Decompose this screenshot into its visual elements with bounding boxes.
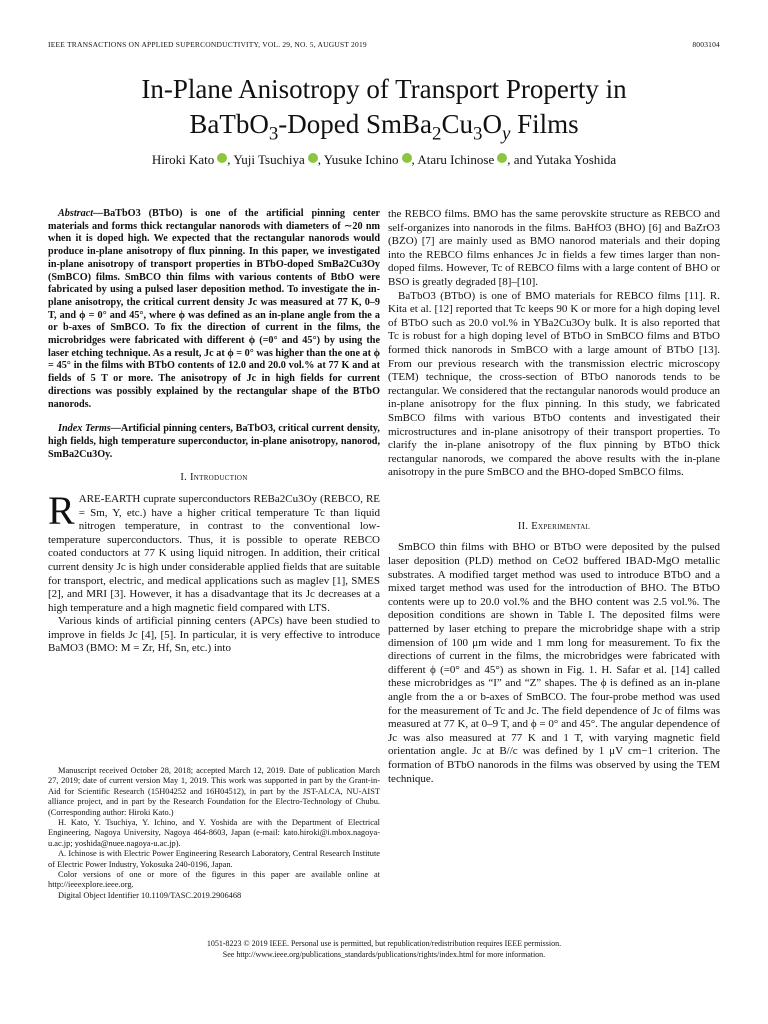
title-line-2: BaTbO$_3$-Doped $SmBa_2Cu_3O_y$ Films <box>189 109 579 145</box>
author-name: Yutaka Yoshida <box>535 152 617 167</box>
paragraph: SmBCO thin films with BHO or BTbO were deposited by the pulsed laser deposition (PLD) method on CeO2 buffered IBAD-MgO metallic substrates. A modified target method was used to introduce BTbO and a mixed target method was used for the introduction of BHO. The BTbO contents were up to 20.0 vol.% and the BHO content was 2.5 vol.%. The deposition conditions are shown in Table I. The deposited films were patterned by laser etching to prepare the microbridge shape with a strip dimension of 100 μm wide and 1 mm long for measurement. To fix the directions of current in the films, the microbridges were fabricated with different ϕ (=0° and 45°) as shown in Fig. 1. H. Safar et al. [14] called these microbridges as “I” and “Z” shapes. The ϕ is defined as an in-plane angle from the a or b-axes of SmBCO. The four-probe method was used for the measurement of Tc and Jc. The field dependence of Jc of films was measured at 77 K, at 0–9 T, and ϕ = 0° and 45°. The angular dependence of Jc was also measured at 77 K and 1 T, with varying magnetic field orientation angle. Jc at B//c was defined by 1 μV cm−1 criterion. The formation of BTbO nanorods in the films was observed by using the TEM technique. <box>388 541 720 785</box>
drop-cap: R <box>48 487 75 533</box>
paper-title <box>40 72 728 145</box>
journal-name: IEEE TRANSACTIONS ON APPLIED SUPERCONDUCTIVITY, VOL. 29, NO. 5, AUGUST 2019 <box>48 40 367 49</box>
title-line-1: In-Plane Anisotropy of Transport Property in <box>141 74 627 104</box>
abstract <box>48 208 380 411</box>
index-terms-label: Index Terms— <box>58 423 121 435</box>
orcid-icon[interactable] <box>308 153 318 163</box>
index-terms-text: Artificial pinning centers, BaTbO3, critical current density, high fields, high temperature superconductor, in-plane anisotropy, nanorod, SmBa2Cu3Oy. <box>48 423 380 460</box>
footnote-doi: Digital Object Identifier 10.1109/TASC.2019.2906468 <box>58 890 242 900</box>
author-name: Hiroki Kato <box>151 152 215 167</box>
abstract-text: BaTbO3 (BTbO) is one of the artificial pinning center materials and forms thick rectangular nanorods with diameters of ∼20 nm when it is doped high. We expected that the rectangular nanorods would produce in-plane anisotropy of flux pinning. In this paper, we investigated in-plane anisotropy of transport properties in BTbO-doped SmBa2Cu3Oy (SmBCO) films. SmBCO thin films with various contents of BtbO were fabricated by using a pulsed laser deposition method. To investigate the in-plane anisotropy, the critical current density Jc was measured at 77 K, 0–9 T, and ϕ = 0° and 45°, where ϕ was defined as an in-plane angle from the a or b-axes of SmBCO. To fix the direction of current in the films, the microbridges were fabricated with different ϕ (=0° and 45°) by using the laser etching technique. As a result, Jc at ϕ = 0° was higher than the one at ϕ = 45° in the films with BTbO contents of 12.0 and 20.0 vol.% at 77 K and at fields of 5 T or more. The anisotropy of Jc in high fields for current directions was possibly explained by the rectangular shape of the BTbO nanorods. <box>48 208 380 410</box>
copyright-line-2: See http://www.ieee.org/publications_standards/publications/rights/index.html for more information. <box>222 950 546 959</box>
orcid-icon[interactable] <box>497 153 507 163</box>
footnote-affiliation: H. Kato, Y. Tsuchiya, Y. Ichino, and Y. Yoshida are with the Department of Electrical Engineering, Nagoya University, Nagoya 464-8603, Japan (e-mail: kato.hiroki@i.mbox.nagoya-u.ac.jp; yoshida@nuee.nagoya-u.ac.jp). <box>48 818 380 848</box>
copyright-line-1: 1051-8223 © 2019 IEEE. Personal use is permitted, but republication/redistribution requires IEEE permission. <box>206 939 562 948</box>
section-heading-experimental: II. Experimental <box>517 520 591 532</box>
footnote-color: Color versions of one or more of the figures in this paper are available online at http://ieeexplore.ieee.org. <box>48 870 380 890</box>
author-name: Yusuke Ichino <box>323 152 399 167</box>
copyright-notice <box>40 938 728 960</box>
author-list: Hiroki Kato , Yuji Tsuchiya , Yusuke Ichino , Ataru Ichinose , and Yutaka Yoshida <box>151 152 617 167</box>
article-number: 8003104 <box>692 40 720 49</box>
paragraph: Various kinds of artificial pinning centers (APCs) have been studied to improve in fields Jc [4], [5]. In particular, it is very effective to introduce BaMO3 (BMO: M = Zr, Hf, Sn, etc.) into <box>48 615 380 655</box>
paragraph: the REBCO films. BMO has the same perovskite structure as REBCO and self-organizes into nanorods in the films. BaHfO3 (BHO) [6] and BaZrO3 (BZO) [7] are mainly used as BMO nanorod materials and their doping into the REBCO films enhances Jc in fields a few times larger than non-doped films. However, Tc of REBCO films with a large content of BHO or BSO is greatly degraded [8]–[10]. <box>388 208 720 288</box>
right-column <box>388 208 720 786</box>
paragraph <box>48 487 380 615</box>
author-name: Ataru Ichinose <box>417 152 495 167</box>
section-heading-introduction: I. Introduction <box>180 472 248 484</box>
author-name: Yuji Tsuchiya <box>233 152 305 167</box>
abstract-label: Abstract— <box>58 208 104 219</box>
running-head <box>48 40 720 52</box>
footnote-manuscript: Manuscript received October 28, 2018; accepted March 12, 2019. Date of publication March 27, 2019; date of current version May 1, 2019. This work was supported in part by the Grant-in-Aid for Scientific Research (15H04252 and 16H04512), in part by the JST-ALCA, NU-AIST alliance project, and in part by the Research Foundation for the Electro-Technology of Chubu. (Corresponding author: Hiroki Kato.) <box>48 766 380 817</box>
orcid-icon[interactable] <box>402 153 412 163</box>
paragraph-text: ARE-EARTH cuprate superconductors REBa2Cu3Oy (REBCO, RE = Sm, Y, etc.) have a higher critical temperature Tc than liquid nitrogen temperature, in contrast to the conventional low-temperature superconductors. Thus, it is possible to operate REBCO coated conductors at 77 K using liquid nitrogen. In addition, their critical current density Jc is high under considerable applied fields that are suitable for transport, electric, and medical applications such as maglev [1], SMES [2], and MRI [3]. However, it has a disadvantage that its Jc decreases at a high temperature and a high magnetic field compared with LTS. <box>48 492 380 614</box>
footnote-affiliation: A. Ichinose is with Electric Power Engineering Research Laboratory, Central Research Institute of Electric Power Industry, Yokosuka 240-0196, Japan. <box>48 849 380 869</box>
paragraph: BaTbO3 (BTbO) is one of BMO materials for REBCO films [11]. R. Kita et al. [12] reported that Tc keeps 90 K or more for a high doping level of BTbO such as 20.0 vol.% in YBa2Cu3Oy bulk. It is also reported that Tc is robust for a high doping level of BTbO in SmBCO films and BTbO formed thick nanorods in SmBCO with a large amount of BTbO [13]. From our previous research with the transmission electric microscopy (TEM) technique, the cross-section of BTbO nanorods tends to be rectangular. We considered that the rectangular nanorods would produce an in-plane anisotropy for the flux pinning. In this study, we fabricated SmBCO films with various BTbO contents and investigated their microstructures and in-plane anisotropy of their transport properties. To clarify the in-plane anisotropy of the flux pinning by BTbO thick rectangular nanorods, we compared the above results with the in-plane anisotropy in the pure SmBCO and the BHO-doped SmBCO films. <box>388 289 720 479</box>
left-column <box>48 208 380 656</box>
footnotes <box>48 766 380 901</box>
index-terms <box>48 423 380 461</box>
orcid-icon[interactable] <box>217 153 227 163</box>
